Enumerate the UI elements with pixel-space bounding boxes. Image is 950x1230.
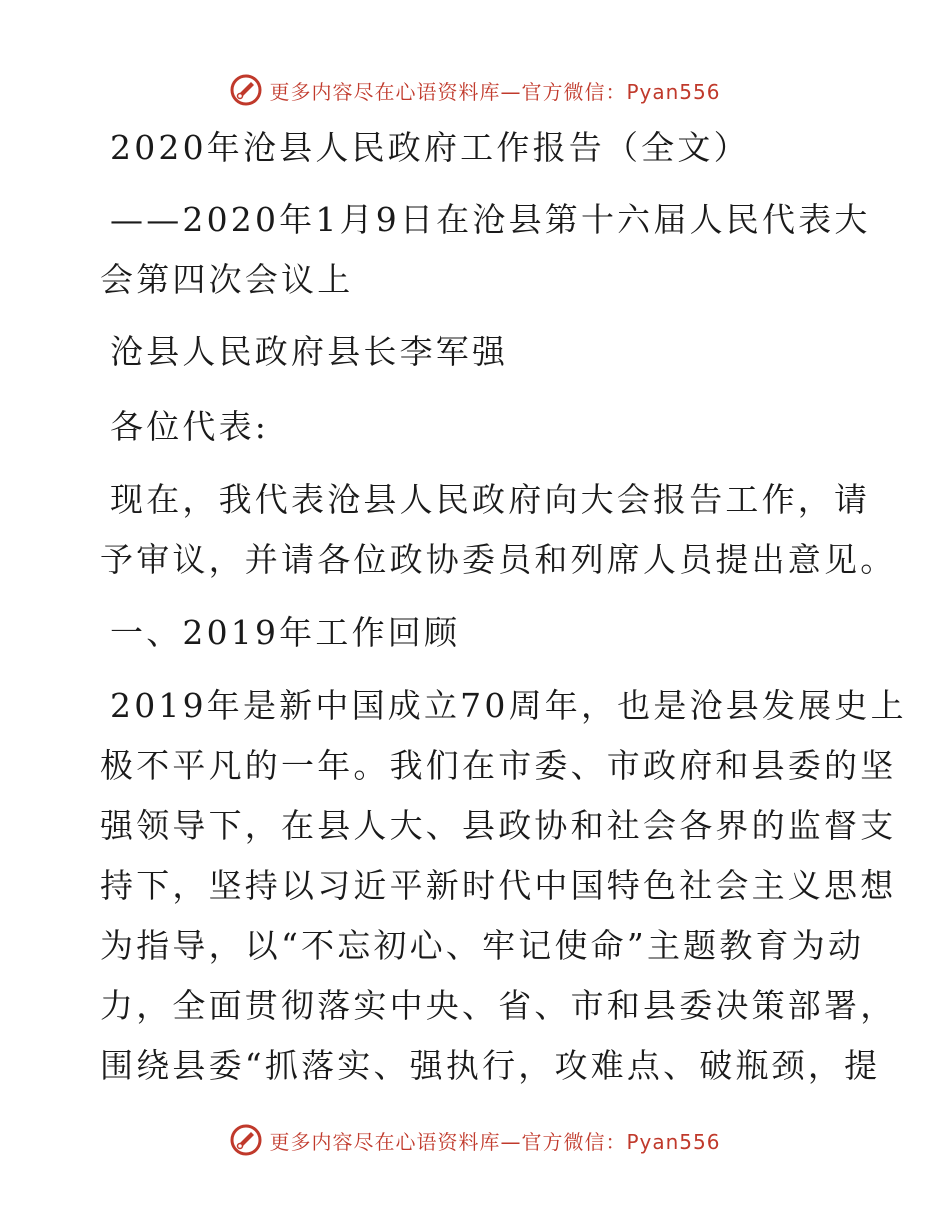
watermark-text: 更多内容尽在心语资料库—官方微信：Pyan556 — [269, 1129, 721, 1154]
watermark-logo-icon — [229, 1123, 263, 1157]
doc-paragraph-2-line-1: 2019年是新中国成立70周年，也是沧县发展史上 — [110, 686, 907, 725]
doc-paragraph-1-line-1: 现在，我代表沧县人民政府向大会报告工作，请 — [110, 480, 871, 519]
watermark-header — [0, 70, 950, 110]
watermark-logo-icon — [229, 73, 263, 107]
doc-author: 沧县人民政府县长李军强 — [110, 332, 509, 371]
doc-paragraph-2-line-2: 极不平凡的一年。我们在市委、市政府和县委的坚 — [100, 746, 897, 785]
doc-paragraph-1-line-2: 予审议，并请各位政协委员和列席人员提出意见。 — [100, 540, 897, 579]
doc-title: 2020年沧县人民政府工作报告（全文） — [110, 128, 750, 167]
doc-section-heading: 一、2019年工作回顾 — [110, 613, 461, 652]
doc-paragraph-2-line-5: 为指导，以“不忘初心、牢记使命”主题教育为动 — [100, 926, 865, 965]
watermark-text: 更多内容尽在心语资料库—官方微信：Pyan556 — [269, 79, 721, 104]
doc-paragraph-2-line-4: 持下，坚持以习近平新时代中国特色社会主义思想 — [100, 866, 897, 905]
doc-subtitle-line-1: ——2020年1月9日在沧县第十六届人民代表大 — [110, 200, 871, 239]
doc-subtitle-line-2: 会第四次会议上 — [100, 260, 354, 299]
doc-paragraph-2-line-3: 强领导下，在县人大、县政协和社会各界的监督支 — [100, 806, 897, 845]
doc-salutation: 各位代表: — [110, 407, 270, 446]
doc-paragraph-2-line-6: 力，全面贯彻落实中央、省、市和县委决策部署， — [100, 986, 897, 1025]
watermark-footer — [0, 1120, 950, 1160]
doc-paragraph-2-line-7: 围绕县委“抓落实、强执行，攻难点、破瓶颈，提 — [100, 1046, 881, 1085]
